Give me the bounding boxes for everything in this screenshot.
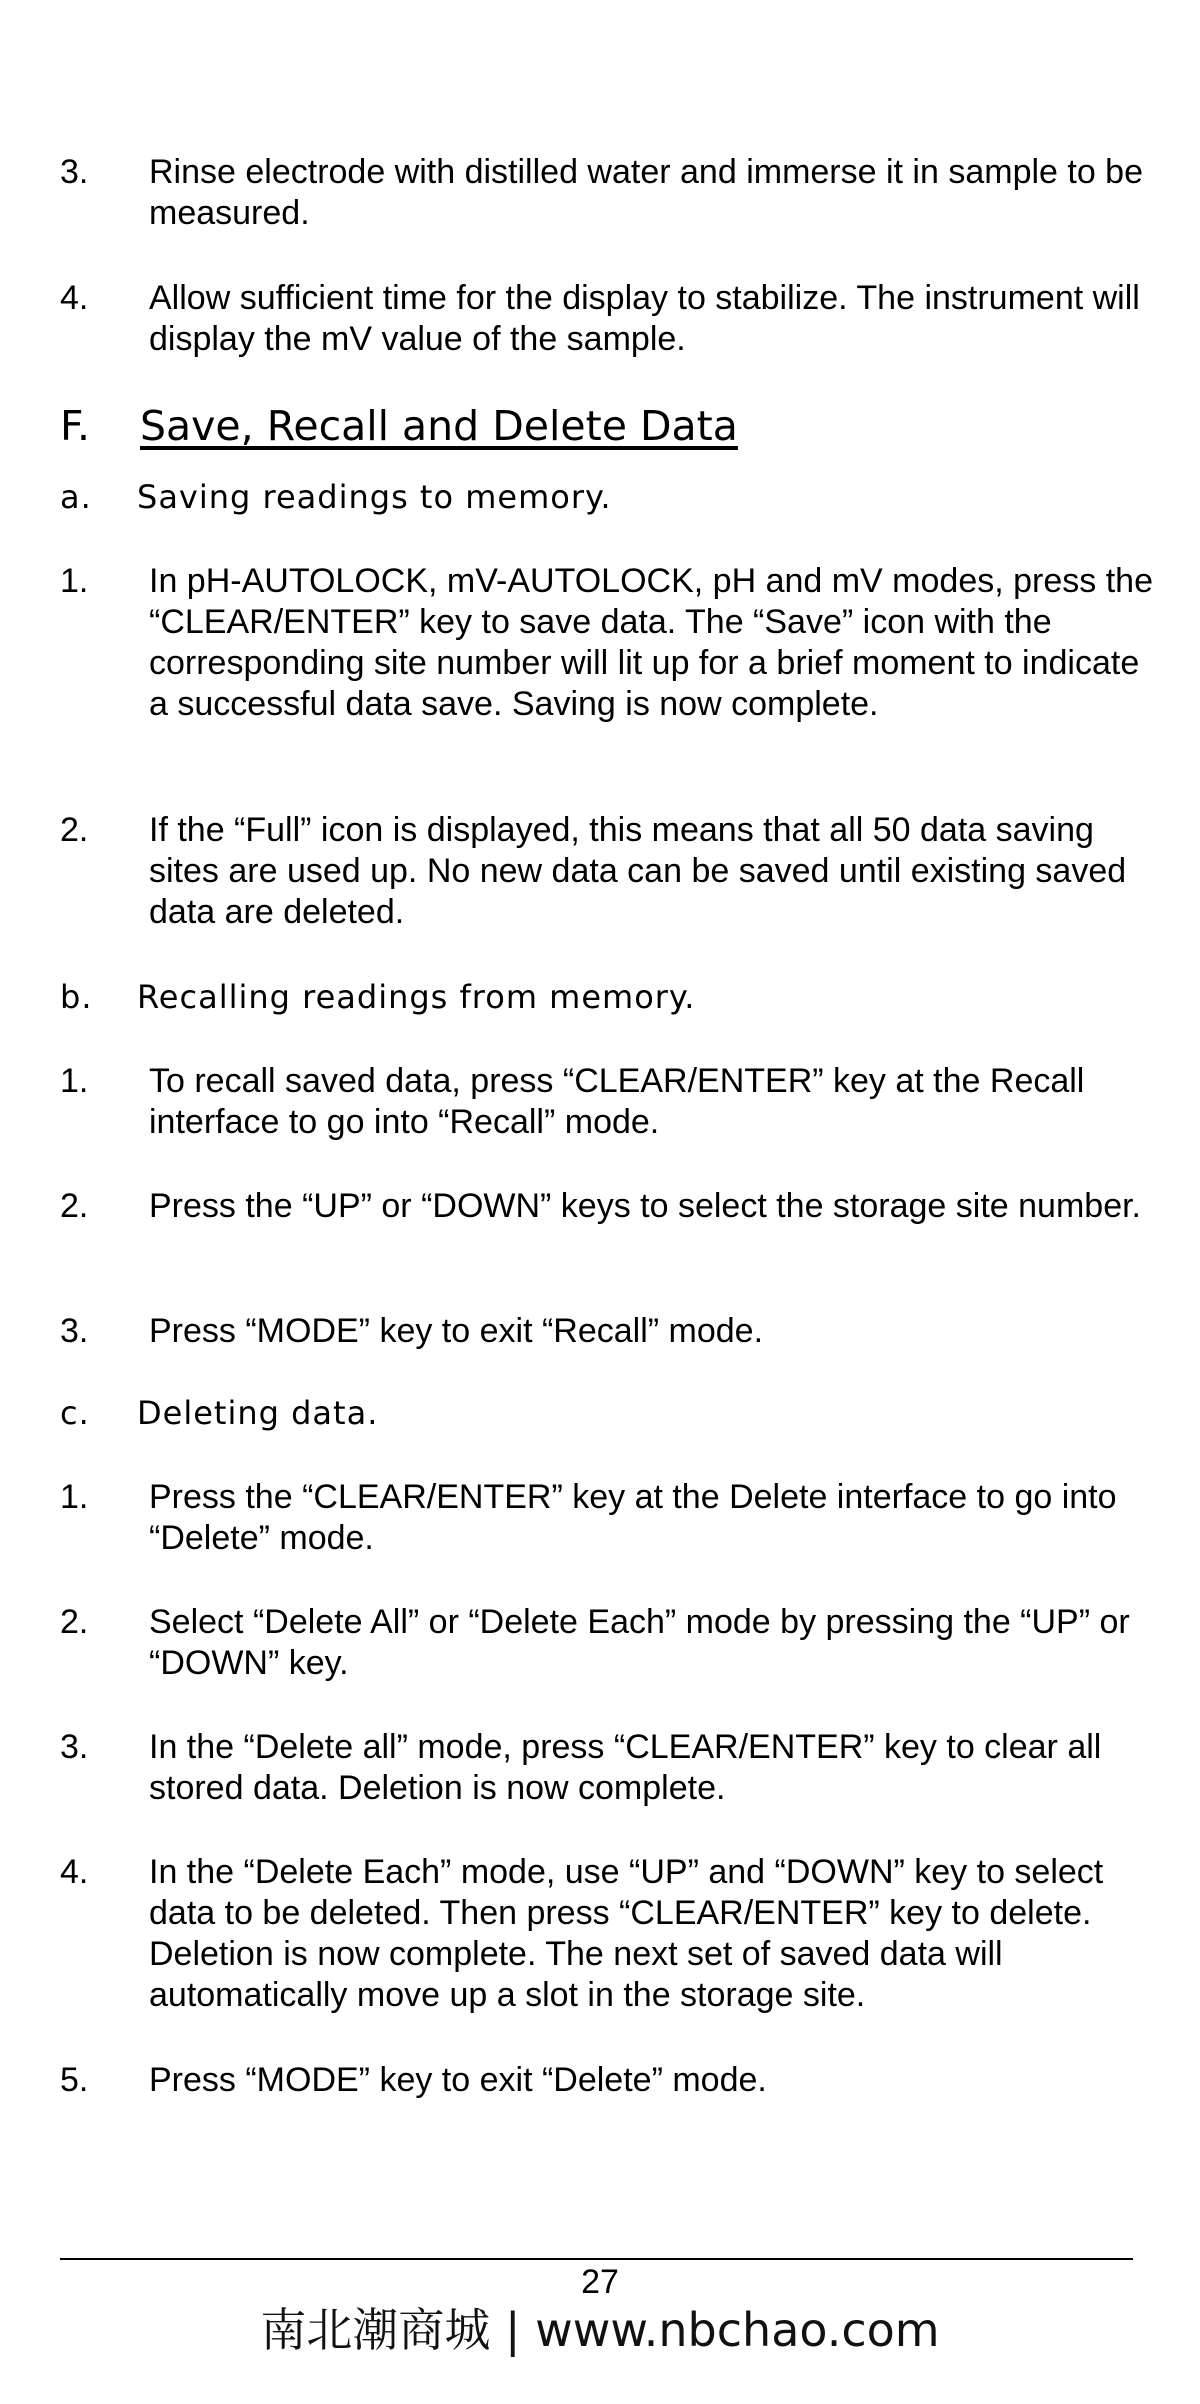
step-number: 2. [60,811,89,849]
step-number: 1. [60,1478,89,1516]
saving-step-2 [60,810,1160,933]
subsection-letter: b. [60,978,93,1016]
step-number: 3. [60,153,89,191]
subsection-saving [60,477,612,518]
deleting-step-2 [60,1602,1160,1684]
step-text: Press the “UP” or “DOWN” keys to select the storage site number. [149,1187,1141,1225]
subsection-letter: a. [60,478,92,516]
step-text: In pH-AUTOLOCK, mV-AUTOLOCK, pH and mV modes, press the “CLEAR/ENTER” key to save data. The “Save” icon with the corresponding site number will lit up for a brief moment to indicate a successful data save. Saving is now complete. [149,562,1153,723]
step-number: 2. [60,1187,89,1225]
step-text: To recall saved data, press “CLEAR/ENTER” key at the Recall interface to go into “Recall” mode. [149,1062,1085,1141]
recalling-step-2 [60,1186,1160,1227]
recalling-step-1 [60,1061,1160,1143]
step-text: In the “Delete Each” mode, use “UP” and “DOWN” key to select data to be deleted. Then press “CLEAR/ENTER” key to delete. Deletion is now complete. The next set of saved data will automatically move up a slot in the storage site. [149,1853,1104,2014]
subsection-deleting [60,1393,378,1434]
step-4-stabilize [60,278,1160,360]
saving-step-1 [60,561,1160,725]
section-heading [60,402,738,450]
step-number: 1. [60,1062,89,1100]
step-text: Allow sufficient time for the display to stabilize. The instrument will display the mV value of the sample. [149,279,1140,358]
step-number: 3. [60,1312,89,1350]
deleting-step-5 [60,2060,1160,2101]
step-text: Rinse electrode with distilled water and immerse it in sample to be measured. [149,153,1144,232]
step-number: 4. [60,1853,89,1891]
step-number: 1. [60,562,89,600]
step-text: Select “Delete All” or “Delete Each” mode by pressing the “UP” or “DOWN” key. [149,1603,1130,1682]
step-text: If the “Full” icon is displayed, this means that all 50 data saving sites are used up. No new data can be saved until existing saved data are deleted. [149,811,1127,931]
step-text: In the “Delete all” mode, press “CLEAR/ENTER” key to clear all stored data. Deletion is now complete. [149,1728,1102,1807]
subsection-title: Saving readings to memory. [137,478,612,516]
page-number: 27 [581,2263,619,2301]
deleting-step-1 [60,1477,1160,1559]
step-number: 2. [60,1603,89,1641]
step-number: 3. [60,1728,89,1766]
footer-divider [60,2258,1133,2260]
deleting-step-4 [60,1852,1160,2016]
section-title: Save, Recall and Delete Data [140,402,738,450]
step-number: 4. [60,279,89,317]
site-watermark: 南北潮商城 | www.nbchao.com [260,2303,940,2357]
step-text: Press the “CLEAR/ENTER” key at the Delete interface to go into “Delete” mode. [149,1478,1117,1557]
subsection-recalling [60,977,695,1018]
step-3-rinse [60,152,1160,234]
recalling-step-3 [60,1311,1160,1352]
subsection-letter: c. [60,1394,90,1432]
section-letter: F. [60,402,91,450]
subsection-title: Deleting data. [137,1394,379,1432]
subsection-title: Recalling readings from memory. [137,978,696,1016]
step-text: Press “MODE” key to exit “Delete” mode. [149,2061,767,2099]
step-text: Press “MODE” key to exit “Recall” mode. [149,1312,764,1350]
step-number: 5. [60,2061,89,2099]
deleting-step-3 [60,1727,1160,1809]
